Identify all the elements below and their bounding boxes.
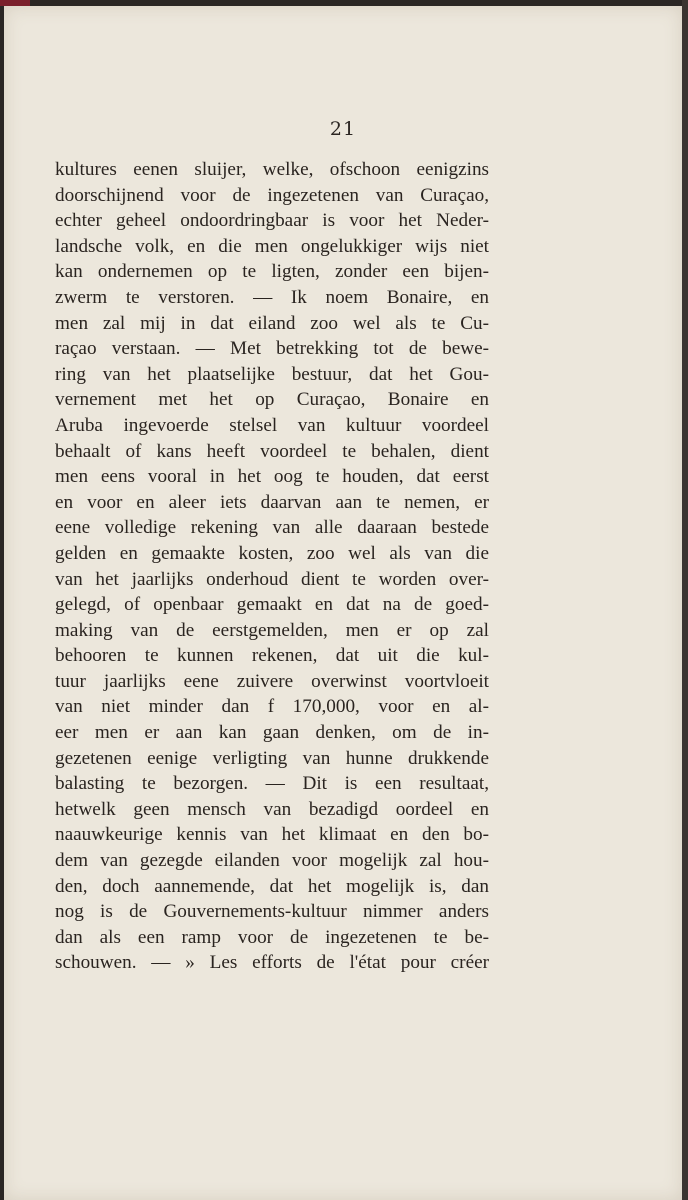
text-line: dem van gezegde eilanden voor mogelijk zal hou- xyxy=(55,850,489,872)
text-line: tuur jaarlijks eene zuivere overwinst voortvloeit xyxy=(55,670,489,692)
text-line: echter geheel ondoordringbaar is voor het Neder- xyxy=(55,210,489,232)
text-line: Aruba ingevoerde stelsel van kultuur voordeel xyxy=(55,414,489,436)
text-line: making van de eerstgemelden, men er op zal xyxy=(55,619,489,641)
text-line: van niet minder dan f 170,000, voor en al- xyxy=(55,696,489,718)
page-number: 21 xyxy=(329,118,357,140)
text-line: vernement met het op Curaçao, Bonaire en xyxy=(55,389,489,411)
text-line: gelden en gemaakte kosten, zoo wel als van die xyxy=(55,542,489,564)
text-line: landsche volk, en die men ongelukkiger wijs niet xyxy=(55,235,489,257)
book-page xyxy=(4,6,682,1200)
text-line: nog is de Gouvernements-kultuur nimmer anders xyxy=(55,901,489,923)
body-text xyxy=(55,157,489,976)
text-line: hetwelk geen mensch van bezadigd oordeel en xyxy=(55,798,489,820)
corner-mark xyxy=(0,0,30,6)
text-line: balasting te bezorgen. — Dit is een resultaat, xyxy=(55,773,489,795)
text-line: gezetenen eenige verligting van hunne drukkende xyxy=(55,747,489,769)
text-line: ring van het plaatselijke bestuur, dat het Gou- xyxy=(55,363,489,385)
text-line: den, doch aannemende, dat het mogelijk is, dan xyxy=(55,875,489,897)
text-line: eene volledige rekening van alle daaraan bestede xyxy=(55,517,489,539)
text-line: naauwkeurige kennis van het klimaat en den bo- xyxy=(55,824,489,846)
text-line: doorschijnend voor de ingezetenen van Curaçao, xyxy=(55,184,489,206)
text-line: men zal mij in dat eiland zoo wel als te Cu- xyxy=(55,312,489,334)
text-line: dan als een ramp voor de ingezetenen te be- xyxy=(55,926,489,948)
text-line: raçao verstaan. — Met betrekking tot de bewe- xyxy=(55,338,489,360)
text-line: behooren te kunnen rekenen, dat uit die kul- xyxy=(55,645,489,667)
text-line: eer men er aan kan gaan denken, om de in- xyxy=(55,722,489,744)
text-line: kultures eenen sluijer, welke, ofschoon eenigzins xyxy=(55,159,489,180)
page-edge xyxy=(682,0,688,1200)
text-line: en voor en aleer iets daarvan aan te nemen, er xyxy=(55,491,489,513)
text-line: zwerm te verstoren. — Ik noem Bonaire, en xyxy=(55,286,489,308)
text-line: schouwen. — » Les efforts de l'état pour créer xyxy=(55,952,489,974)
text-line: kan ondernemen op te ligten, zonder een bijen- xyxy=(55,261,489,283)
text-line: men eens vooral in het oog te houden, dat eerst xyxy=(55,466,489,488)
text-line: van het jaarlijks onderhoud dient te worden over- xyxy=(55,568,489,590)
text-line: behaalt of kans heeft voordeel te behalen, dient xyxy=(55,440,489,462)
text-line: gelegd, of openbaar gemaakt en dat na de goed- xyxy=(55,594,489,616)
